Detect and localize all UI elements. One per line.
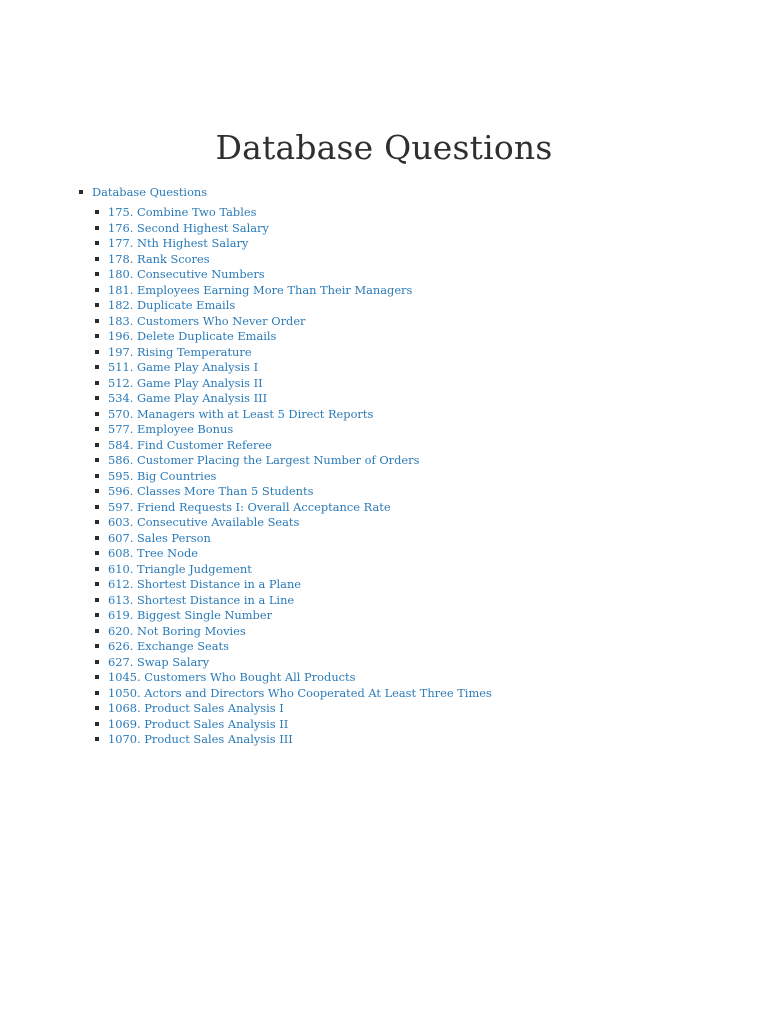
bullet-icon <box>95 412 99 416</box>
toc-item <box>95 608 492 624</box>
toc-item <box>95 453 492 469</box>
toc-item <box>95 484 492 500</box>
bullet-icon <box>95 505 99 509</box>
toc-item-link[interactable]: 577. Employee Bonus <box>108 422 234 436</box>
toc-item-link[interactable]: 196. Delete Duplicate Emails <box>108 329 277 343</box>
bullet-icon <box>95 396 99 400</box>
toc-item-link[interactable]: 570. Managers with at Least 5 Direct Reports <box>108 406 374 421</box>
bullet-icon <box>95 458 99 462</box>
toc-item-link[interactable]: 178. Rank Scores <box>108 251 210 266</box>
toc-item-link[interactable]: 1045. Customers Who Bought All Products <box>108 670 356 684</box>
toc-item <box>95 701 492 717</box>
toc-item <box>95 670 492 686</box>
toc-section-link[interactable]: Database Questions <box>92 185 208 199</box>
bullet-icon <box>95 272 99 276</box>
toc-item <box>95 329 492 345</box>
bullet-icon <box>95 288 99 292</box>
toc-item <box>95 655 492 671</box>
toc-item-link[interactable]: 584. Find Customer Referee <box>108 437 272 452</box>
toc-item-link[interactable]: 627. Swap Salary <box>108 654 210 669</box>
toc-item-link[interactable]: 182. Duplicate Emails <box>108 298 236 312</box>
toc-item <box>95 717 492 733</box>
bullet-icon <box>95 598 99 602</box>
toc-item-link[interactable]: 613. Shortest Distance in a Line <box>108 592 295 607</box>
toc-item-link[interactable]: 1070. Product Sales Analysis III <box>108 732 293 746</box>
toc-item <box>95 624 492 640</box>
toc-item-link[interactable]: 620. Not Boring Movies <box>108 623 246 638</box>
toc-item <box>95 438 492 454</box>
toc-item-link[interactable]: 1068. Product Sales Analysis I <box>108 701 284 715</box>
toc-item-link[interactable]: 596. Classes More Than 5 Students <box>108 484 314 498</box>
toc-item-link[interactable]: 511. Game Play Analysis I <box>108 360 259 374</box>
toc-item <box>95 500 492 516</box>
page-title: Database Questions <box>215 128 553 167</box>
toc-item-link[interactable]: 608. Tree Node <box>108 546 198 560</box>
bullet-icon <box>95 319 99 323</box>
bullet-icon <box>95 691 99 695</box>
bullet-icon <box>95 675 99 679</box>
toc-item <box>95 515 492 531</box>
toc-item-link[interactable]: 612. Shortest Distance in a Plane <box>108 577 302 591</box>
toc-item-link[interactable]: 181. Employees Earning More Than Their Managers <box>108 282 413 297</box>
toc-item <box>95 593 492 609</box>
toc-item-list <box>95 205 492 748</box>
toc-item <box>95 298 492 314</box>
toc-item <box>95 546 492 562</box>
toc-item <box>95 732 492 748</box>
bullet-icon <box>95 520 99 524</box>
toc-item <box>95 205 492 221</box>
toc-item <box>95 314 492 330</box>
bullet-icon <box>95 241 99 245</box>
toc-item-link[interactable]: 180. Consecutive Numbers <box>108 267 265 281</box>
bullet-icon <box>95 582 99 586</box>
bullet-icon <box>95 613 99 617</box>
toc-item <box>95 360 492 376</box>
toc-item-link[interactable]: 619. Biggest Single Number <box>108 608 273 622</box>
toc-item-link[interactable]: 534. Game Play Analysis III <box>108 391 268 405</box>
toc-item-link[interactable]: 176. Second Highest Salary <box>108 220 269 235</box>
toc-item-link[interactable]: 626. Exchange Seats <box>108 639 229 653</box>
toc-item <box>95 391 492 407</box>
bullet-icon <box>95 427 99 431</box>
toc-item-link[interactable]: 1069. Product Sales Analysis II <box>108 716 289 731</box>
bullet-icon <box>95 365 99 369</box>
toc-item-link[interactable]: 1050. Actors and Directors Who Cooperated At Least Three Times <box>108 685 492 700</box>
table-of-contents <box>79 184 492 748</box>
toc-item-link[interactable]: 603. Consecutive Available Seats <box>108 515 300 529</box>
toc-item-link[interactable]: 610. Triangle Judgement <box>108 561 252 576</box>
bullet-icon <box>95 226 99 230</box>
bullet-icon <box>95 257 99 261</box>
toc-item-link[interactable]: 607. Sales Person <box>108 530 211 545</box>
bullet-icon <box>95 722 99 726</box>
toc-item-link[interactable]: 512. Game Play Analysis II <box>108 375 263 390</box>
toc-item-link[interactable]: 586. Customer Placing the Largest Number of Orders <box>108 453 420 467</box>
bullet-icon <box>79 190 83 194</box>
bullet-icon <box>95 443 99 447</box>
toc-item <box>95 236 492 252</box>
toc-item-link[interactable]: 177. Nth Highest Salary <box>108 236 249 250</box>
bullet-icon <box>95 334 99 338</box>
bullet-icon <box>95 629 99 633</box>
toc-item <box>95 531 492 547</box>
toc-item-link[interactable]: 197. Rising Temperature <box>108 344 252 359</box>
toc-item <box>95 562 492 578</box>
toc-item <box>95 345 492 361</box>
toc-item <box>95 283 492 299</box>
bullet-icon <box>95 644 99 648</box>
bullet-icon <box>95 210 99 214</box>
toc-item-link[interactable]: 597. Friend Requests I: Overall Acceptance Rate <box>108 499 391 514</box>
toc-item <box>95 577 492 593</box>
toc-item <box>95 686 492 702</box>
bullet-icon <box>95 474 99 478</box>
bullet-icon <box>95 489 99 493</box>
toc-item <box>95 422 492 438</box>
bullet-icon <box>95 551 99 555</box>
toc-item <box>95 221 492 237</box>
toc-item <box>95 376 492 392</box>
toc-item-link[interactable]: 595. Big Countries <box>108 468 217 483</box>
toc-item <box>95 407 492 423</box>
bullet-icon <box>95 567 99 571</box>
toc-item <box>95 252 492 268</box>
bullet-icon <box>95 303 99 307</box>
toc-item-link[interactable]: 175. Combine Two Tables <box>108 205 257 219</box>
toc-item-link[interactable]: 183. Customers Who Never Order <box>108 313 306 328</box>
toc-item <box>95 469 492 485</box>
toc-item <box>95 639 492 655</box>
bullet-icon <box>95 737 99 741</box>
bullet-icon <box>95 536 99 540</box>
toc-item <box>95 267 492 283</box>
bullet-icon <box>95 350 99 354</box>
toc-section <box>79 184 492 748</box>
bullet-icon <box>95 660 99 664</box>
bullet-icon <box>95 706 99 710</box>
bullet-icon <box>95 381 99 385</box>
